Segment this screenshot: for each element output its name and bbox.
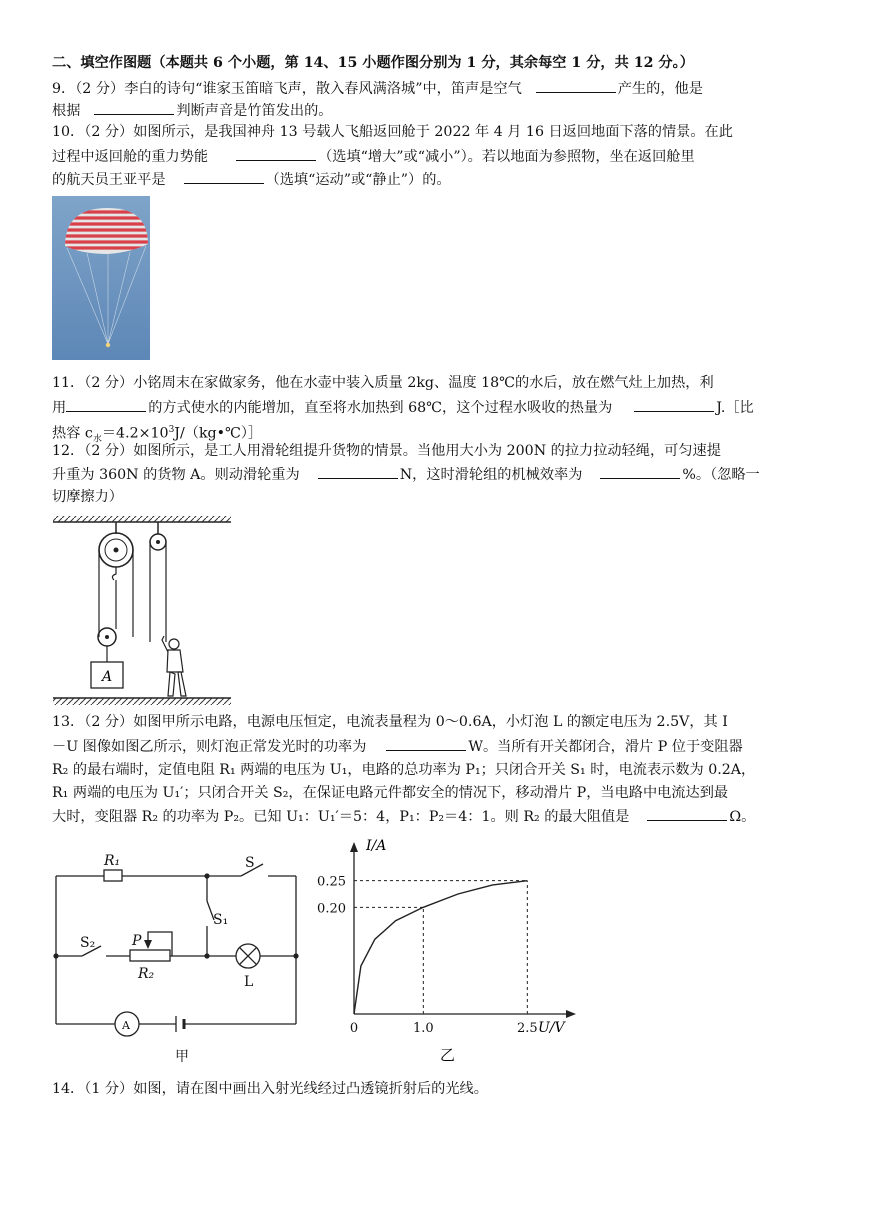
q10-text: （选填“运动”或“静止”）的。 xyxy=(265,172,451,188)
q13-text: Ω。 xyxy=(729,809,756,825)
answer-blank[interactable] xyxy=(94,100,174,115)
pulley-system-figure xyxy=(50,512,235,708)
answer-blank[interactable] xyxy=(634,397,714,412)
r1-label: R₁ xyxy=(104,853,121,869)
question-11-line-1: 11．（2 分）小铭周末在家做家务，他在水壶中装入质量 2kg、温度 18℃的水后，放在燃气灶上加热，利 xyxy=(52,375,714,391)
question-10-line-3 xyxy=(52,169,451,190)
q12-text: 升重为 360N 的货物 A。则动滑轮重为 xyxy=(52,467,300,483)
p-label: P xyxy=(132,933,142,949)
iu-curve xyxy=(354,881,527,1014)
q11-text: 热容 c xyxy=(52,425,93,442)
question-13-line-2 xyxy=(52,736,743,757)
x-tick-label: 0 xyxy=(349,1021,359,1036)
x-tick-label: 2.5 xyxy=(516,1021,538,1036)
y-axis-label: I/A xyxy=(366,838,387,854)
question-9-line-2 xyxy=(52,100,332,121)
q9-text: 判断声音是竹笛发出的。 xyxy=(176,103,333,119)
question-13-line-3: R₂ 的最右端时，定值电阻 R₁ 两端的电压为 U₁，电路的总功率为 P₁；只闭合开关 S₁ 时，电流表示数为 0.2A， xyxy=(52,762,756,778)
answer-blank[interactable] xyxy=(318,464,398,479)
question-10-line-2 xyxy=(52,146,695,167)
q11-text: J.［比 xyxy=(716,400,754,416)
question-13-line-4: R₁ 两端的电压为 U₁′；只闭合开关 S₂，在保证电路元件都安全的情况下，移动滑片 P，当电路中电流达到最 xyxy=(52,785,729,801)
figure-jia-caption: 甲 xyxy=(175,1049,189,1065)
answer-blank[interactable] xyxy=(536,78,616,93)
parachute-photo xyxy=(52,196,150,360)
q9-text: 产生的，他是 xyxy=(617,81,703,97)
superscript: 3 xyxy=(168,425,175,435)
s2-label: S₂ xyxy=(80,935,96,951)
lamp-label: L xyxy=(244,974,254,990)
question-11-line-2 xyxy=(52,397,754,418)
q11-text: J/（kg•℃）］ xyxy=(174,425,263,442)
s-label: S xyxy=(245,855,255,871)
q12-text: N，这时滑轮组的机械效率为 xyxy=(399,467,583,483)
question-12-line-3: 切摩擦力） xyxy=(52,489,123,505)
answer-blank[interactable] xyxy=(647,806,727,821)
q10-text: 过程中返回舱的重力势能 xyxy=(52,149,209,165)
question-13-line-5 xyxy=(52,806,755,827)
iu-graph xyxy=(308,834,588,1066)
y-axis-arrow xyxy=(350,842,358,852)
ammeter-label: A xyxy=(122,1019,130,1032)
x-tick-label: 1.0 xyxy=(412,1021,434,1036)
q10-text: 的航天员王亚平是 xyxy=(52,172,166,188)
circuit-diagram xyxy=(50,846,306,1066)
answer-blank[interactable] xyxy=(600,464,680,479)
x-axis-arrow xyxy=(566,1010,576,1018)
figure-yi-caption: 乙 xyxy=(440,1046,456,1064)
question-13-line-1: 13．（2 分）如图甲所示电路，电源电压恒定，电流表量程为 0～0.6A，小灯泡 L 的额定电压为 2.5V，其 I xyxy=(52,714,728,730)
subscript: 水 xyxy=(92,434,102,445)
q9-text: 9．（2 分）李白的诗句“谁家玉笛暗飞声，散入春风满洛城”中，笛声是空气 xyxy=(52,81,522,97)
q13-text: W。当所有开关都闭合，滑片 P 位于变阻器 xyxy=(468,739,743,755)
s1-label: S₁ xyxy=(213,912,229,928)
answer-blank[interactable] xyxy=(184,169,264,184)
question-9-line-1 xyxy=(52,78,703,99)
question-12-line-2 xyxy=(52,464,760,485)
answer-blank[interactable] xyxy=(66,397,146,412)
box-label: A xyxy=(101,669,113,685)
q11-text: 用 xyxy=(52,400,67,416)
y-tick-label: 0.25 xyxy=(317,874,346,890)
q9-text: 根据 xyxy=(52,103,81,119)
y-tick-label: 0.20 xyxy=(317,901,346,917)
question-12-line-1: 12．（2 分）如图所示，是工人用滑轮组提升货物的情景。当他用大小为 200N 的拉力拉动轻绳，可匀速提 xyxy=(52,443,721,459)
answer-blank[interactable] xyxy=(386,736,466,751)
q13-text: －U 图像如图乙所示，则灯泡正常发光时的功率为 xyxy=(52,739,367,755)
answer-blank[interactable] xyxy=(236,146,316,161)
q11-text: 的方式使水的内能增加，直至将水加热到 68℃，这个过程水吸收的热量为 xyxy=(148,400,613,416)
r2-label: R₂ xyxy=(138,966,155,982)
q10-text: （选填“增大”或“减小”）。若以地面为参照物，坐在返回舱里 xyxy=(318,149,695,165)
q11-text: ＝4.2×10 xyxy=(101,425,169,442)
section-header: 二、填空作图题（本题共 6 个小题，第 14、15 小题作图分别为 1 分，其余每空 1 分，共 12 分。） xyxy=(52,55,694,71)
q12-text: %。（忽略一 xyxy=(682,467,760,483)
question-10-line-1: 10．（2 分）如图所示，是我国神舟 13 号载人飞船返回舱于 2022 年 4 月 16 日返回地面下落的情景。在此 xyxy=(52,124,733,140)
x-axis-label: U/V xyxy=(538,1020,565,1036)
q13-text: 大时，变阻器 R₂ 的功率为 P₂。已知 U₁：U₁′＝5：4，P₁：P₂＝4：1。则 R₂ 的最大阻值是 xyxy=(52,809,630,825)
question-14: 14．（1 分）如图，请在图中画出入射光线经过凸透镜折射后的光线。 xyxy=(52,1081,488,1097)
